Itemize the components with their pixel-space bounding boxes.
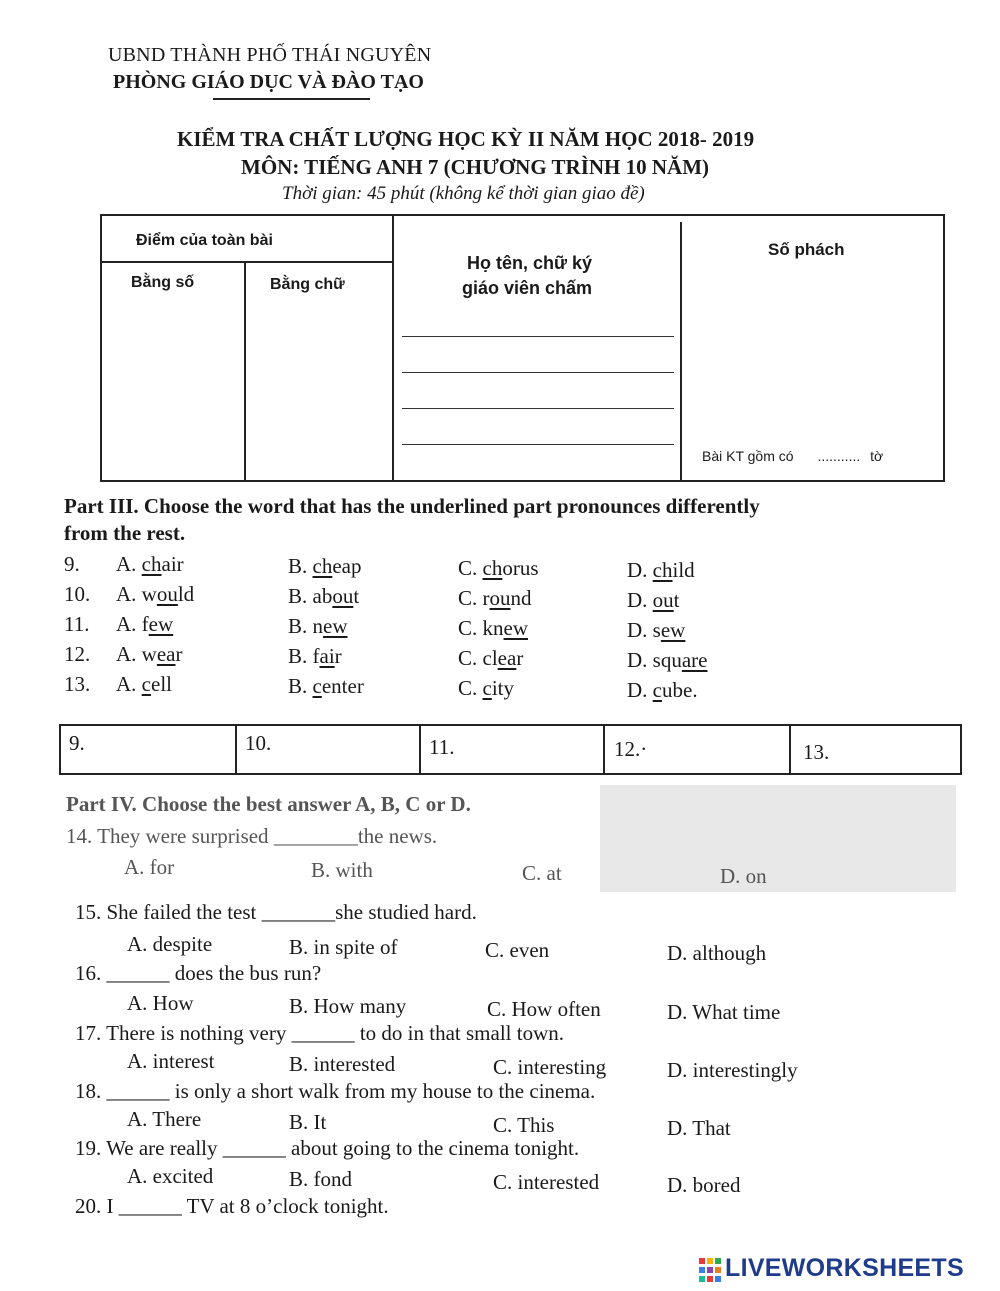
option-text: D. <box>627 678 653 702</box>
part3-option <box>458 676 514 701</box>
option-text: r <box>334 644 342 668</box>
option-text: eap <box>332 554 362 578</box>
underlined-part: ou <box>156 582 178 606</box>
serial-label: Số phách <box>768 240 845 259</box>
part4-option[interactable]: C. How often <box>487 997 601 1021</box>
underlined-part: ou <box>489 586 511 610</box>
stem-text: to do in that small town. <box>354 1021 564 1045</box>
option-text: C. <box>458 676 483 700</box>
answer-blank[interactable]: ______ <box>118 1194 182 1218</box>
part4-question-stem <box>75 1079 595 1104</box>
part4-option[interactable]: B. in spite of <box>289 935 398 959</box>
part3-option <box>627 618 685 643</box>
part4-option[interactable]: B. It <box>289 1110 327 1134</box>
exam-title: KIỂM TRA CHẤT LƯỢNG HỌC KỲ II NĂM HỌC 2018- 2019 <box>177 127 755 151</box>
part3-option <box>116 582 194 607</box>
underlined-part: c <box>312 674 322 698</box>
logo-text: LIVEWORKSHEETS <box>725 1254 964 1282</box>
part3-option <box>627 558 695 583</box>
part3-option <box>627 588 680 613</box>
sheets-dots: ........... <box>817 448 861 464</box>
answer-blank[interactable]: ________ <box>273 824 358 848</box>
option-text: D. s <box>627 618 661 642</box>
part4-question-stem <box>75 961 321 986</box>
underlined-part: ew <box>148 612 174 636</box>
part4-title: Part IV. Choose the best answer A, B, C or D. <box>66 792 471 816</box>
stem-text: 16. <box>75 961 107 985</box>
stem-text: is only a short walk from my house to the cinema. <box>169 1079 596 1103</box>
option-text: ell <box>151 672 172 696</box>
examiner-label-2: giáo viên chấm <box>462 278 593 298</box>
stem-text: about going to the cinema tonight. <box>285 1136 580 1160</box>
part4-option[interactable]: B. fond <box>289 1167 352 1191</box>
part4-option[interactable]: D. on <box>720 864 767 888</box>
stem-text: 20. I <box>75 1194 119 1218</box>
stem-text: 19. We are really <box>75 1136 223 1160</box>
underlined-part: ou <box>652 588 674 612</box>
option-text: ild <box>672 558 695 582</box>
part3-option <box>627 648 707 673</box>
option-text: r <box>175 642 183 666</box>
part3-option <box>288 614 348 639</box>
option-text: r <box>516 646 524 670</box>
underlined-part: ea <box>497 646 517 670</box>
part4-question-stem <box>66 824 437 849</box>
part4-option[interactable]: C. interesting <box>493 1055 607 1079</box>
underlined-part: ch <box>482 556 503 580</box>
part4-option[interactable]: D. although <box>667 941 767 965</box>
part3-option <box>627 678 698 703</box>
part3-question-number: 10. <box>64 582 91 606</box>
answer-cell-12[interactable]: 12.· <box>614 737 648 761</box>
underlined-part: ew <box>503 616 529 640</box>
stem-text: she studied hard. <box>335 900 477 924</box>
stem-text: 14. They were surprised <box>66 824 274 848</box>
underlined-part: c <box>482 676 492 700</box>
signature-line-4 <box>402 444 674 445</box>
part3-option <box>288 674 364 699</box>
signature-line-3 <box>402 408 674 409</box>
option-text: A. w <box>116 642 157 666</box>
answer-divider-4 <box>789 724 791 775</box>
underlined-part: ew <box>660 618 686 642</box>
answer-blank[interactable]: _______ <box>261 900 336 924</box>
sheets-unit: tờ <box>870 448 884 464</box>
underlined-part: are <box>681 648 708 672</box>
score-by-number-label: Bằng số <box>131 274 195 291</box>
option-text: B. <box>288 674 313 698</box>
part3-question-number: 11. <box>64 612 90 636</box>
option-text: A. w <box>116 582 157 606</box>
part3-option <box>116 552 184 577</box>
part3-option <box>116 642 183 667</box>
answer-blank[interactable]: ______ <box>106 1079 170 1103</box>
part4-option[interactable]: C. even <box>485 938 550 962</box>
answer-cell-9[interactable]: 9. <box>69 731 85 755</box>
option-text: orus <box>502 556 539 580</box>
signature-line-1 <box>402 336 674 337</box>
option-text: D. <box>627 588 653 612</box>
part4-option[interactable]: A. There <box>127 1107 202 1131</box>
sheets-count <box>702 448 883 464</box>
option-text: A. <box>116 552 142 576</box>
part3-option <box>116 612 173 637</box>
exam-subject: MÔN: TIẾNG ANH 7 (CHƯƠNG TRÌNH 10 NĂM) <box>241 155 710 179</box>
option-text: air <box>161 552 184 576</box>
org-line-1: UBND THÀNH PHỐ THÁI NGUYÊN <box>108 44 432 66</box>
part4-question-stem <box>75 900 477 925</box>
option-text: A. <box>116 672 142 696</box>
underlined-part: c <box>652 678 662 702</box>
table-divider-3 <box>244 261 246 482</box>
part4-option[interactable]: B. interested <box>289 1052 396 1076</box>
option-text: ity <box>491 676 515 700</box>
option-text: B. n <box>288 614 324 638</box>
part4-option[interactable]: C. at <box>522 861 562 885</box>
header-divider <box>213 98 370 100</box>
part3-title-1: Part III. Choose the word that has the underlined part pronounces differently <box>64 494 760 518</box>
part4-option[interactable]: D. bored <box>667 1173 741 1197</box>
option-text: t <box>673 588 680 612</box>
answer-cell-11[interactable]: 11. <box>429 735 455 759</box>
option-text: t <box>353 584 360 608</box>
option-text: C. <box>458 556 483 580</box>
option-text: D. squ <box>627 648 682 672</box>
part4-question-stem <box>75 1136 579 1161</box>
part3-option <box>288 644 342 669</box>
org-line-2: PHÒNG GIÁO DỤC VÀ ĐÀO TẠO <box>113 71 424 93</box>
underlined-part: ch <box>652 558 673 582</box>
option-text: B. f <box>288 644 320 668</box>
sheets-label: Bài KT gồm có <box>702 448 794 464</box>
part3-option <box>458 646 523 671</box>
total-score-label: Điểm của toàn bài <box>136 232 273 249</box>
stem-text: TV at 8 o’clock tonight. <box>181 1194 389 1218</box>
part3-option <box>458 586 532 611</box>
part4-option[interactable]: A. How <box>127 991 194 1015</box>
signature-line-2 <box>402 372 674 373</box>
answer-divider-3 <box>603 724 605 775</box>
part4-option[interactable]: C. This <box>493 1113 555 1137</box>
part3-option <box>288 554 362 579</box>
answer-cell-10[interactable]: 10. <box>245 731 272 755</box>
answer-cell-13[interactable]: 13. <box>803 740 830 764</box>
part3-option <box>288 584 359 609</box>
option-text: C. kn <box>458 616 504 640</box>
part3-title-2: from the rest. <box>64 521 186 545</box>
answer-blank[interactable]: ______ <box>291 1021 355 1045</box>
part4-question-stem <box>75 1021 564 1046</box>
table-row-divider <box>100 261 392 263</box>
option-text: ld <box>177 582 195 606</box>
part3-option <box>116 672 172 697</box>
stem-text: does the bus run? <box>169 961 322 985</box>
option-text: ube. <box>662 678 698 702</box>
answer-blank[interactable]: ______ <box>106 961 170 985</box>
part3-question-number: 12. <box>64 642 91 666</box>
part4-option[interactable]: C. interested <box>493 1170 600 1194</box>
part4-option[interactable]: D. interestingly <box>667 1058 798 1082</box>
stem-text: 17. There is nothing very <box>75 1021 292 1045</box>
exam-time: Thời gian: 45 phút (không kể thời gian giao đề) <box>282 183 645 204</box>
stem-text: 18. <box>75 1079 107 1103</box>
option-text: nd <box>510 586 532 610</box>
part3-question-number: 13. <box>64 672 91 696</box>
underlined-part: c <box>141 672 151 696</box>
part4-option[interactable]: A. despite <box>127 932 213 956</box>
underlined-part: ou <box>332 584 354 608</box>
part4-option[interactable]: D. That <box>667 1116 731 1140</box>
part4-question-stem <box>75 1194 389 1219</box>
answer-blank[interactable]: ______ <box>222 1136 286 1160</box>
answer-divider-2 <box>419 724 421 775</box>
part3-option <box>458 616 528 641</box>
option-text: C. cl <box>458 646 498 670</box>
stem-text: 15. She failed the test <box>75 900 262 924</box>
option-text: B. ab <box>288 584 333 608</box>
underlined-part: ea <box>156 642 176 666</box>
table-divider-1 <box>392 214 394 482</box>
part3-option <box>458 556 539 581</box>
part4-option[interactable]: A. excited <box>127 1164 214 1188</box>
examiner-label-1: Họ tên, chữ ký <box>467 253 593 273</box>
score-by-words-label: Bằng chữ <box>270 276 345 293</box>
option-text: enter <box>321 674 364 698</box>
part4-option[interactable]: D. What time <box>667 1000 781 1024</box>
part4-option[interactable]: A. for <box>124 855 175 879</box>
option-text: C. r <box>458 586 490 610</box>
part4-option[interactable]: B. How many <box>289 994 407 1018</box>
underlined-part: ch <box>312 554 333 578</box>
part4-option[interactable]: A. interest <box>127 1049 215 1073</box>
part3-question-number: 9. <box>64 552 80 576</box>
option-text: B. <box>288 554 313 578</box>
logo-icon <box>699 1258 721 1282</box>
underlined-part: ch <box>141 552 162 576</box>
underlined-part: ew <box>323 614 348 638</box>
scan-shade <box>600 785 956 892</box>
underlined-part: ai <box>319 644 335 668</box>
option-text: A. f <box>116 612 149 636</box>
part4-option[interactable]: B. with <box>311 858 373 882</box>
stem-text: the news. <box>357 824 438 848</box>
table-divider-2 <box>680 222 682 482</box>
option-text: D. <box>627 558 653 582</box>
answer-divider-1 <box>235 724 237 775</box>
